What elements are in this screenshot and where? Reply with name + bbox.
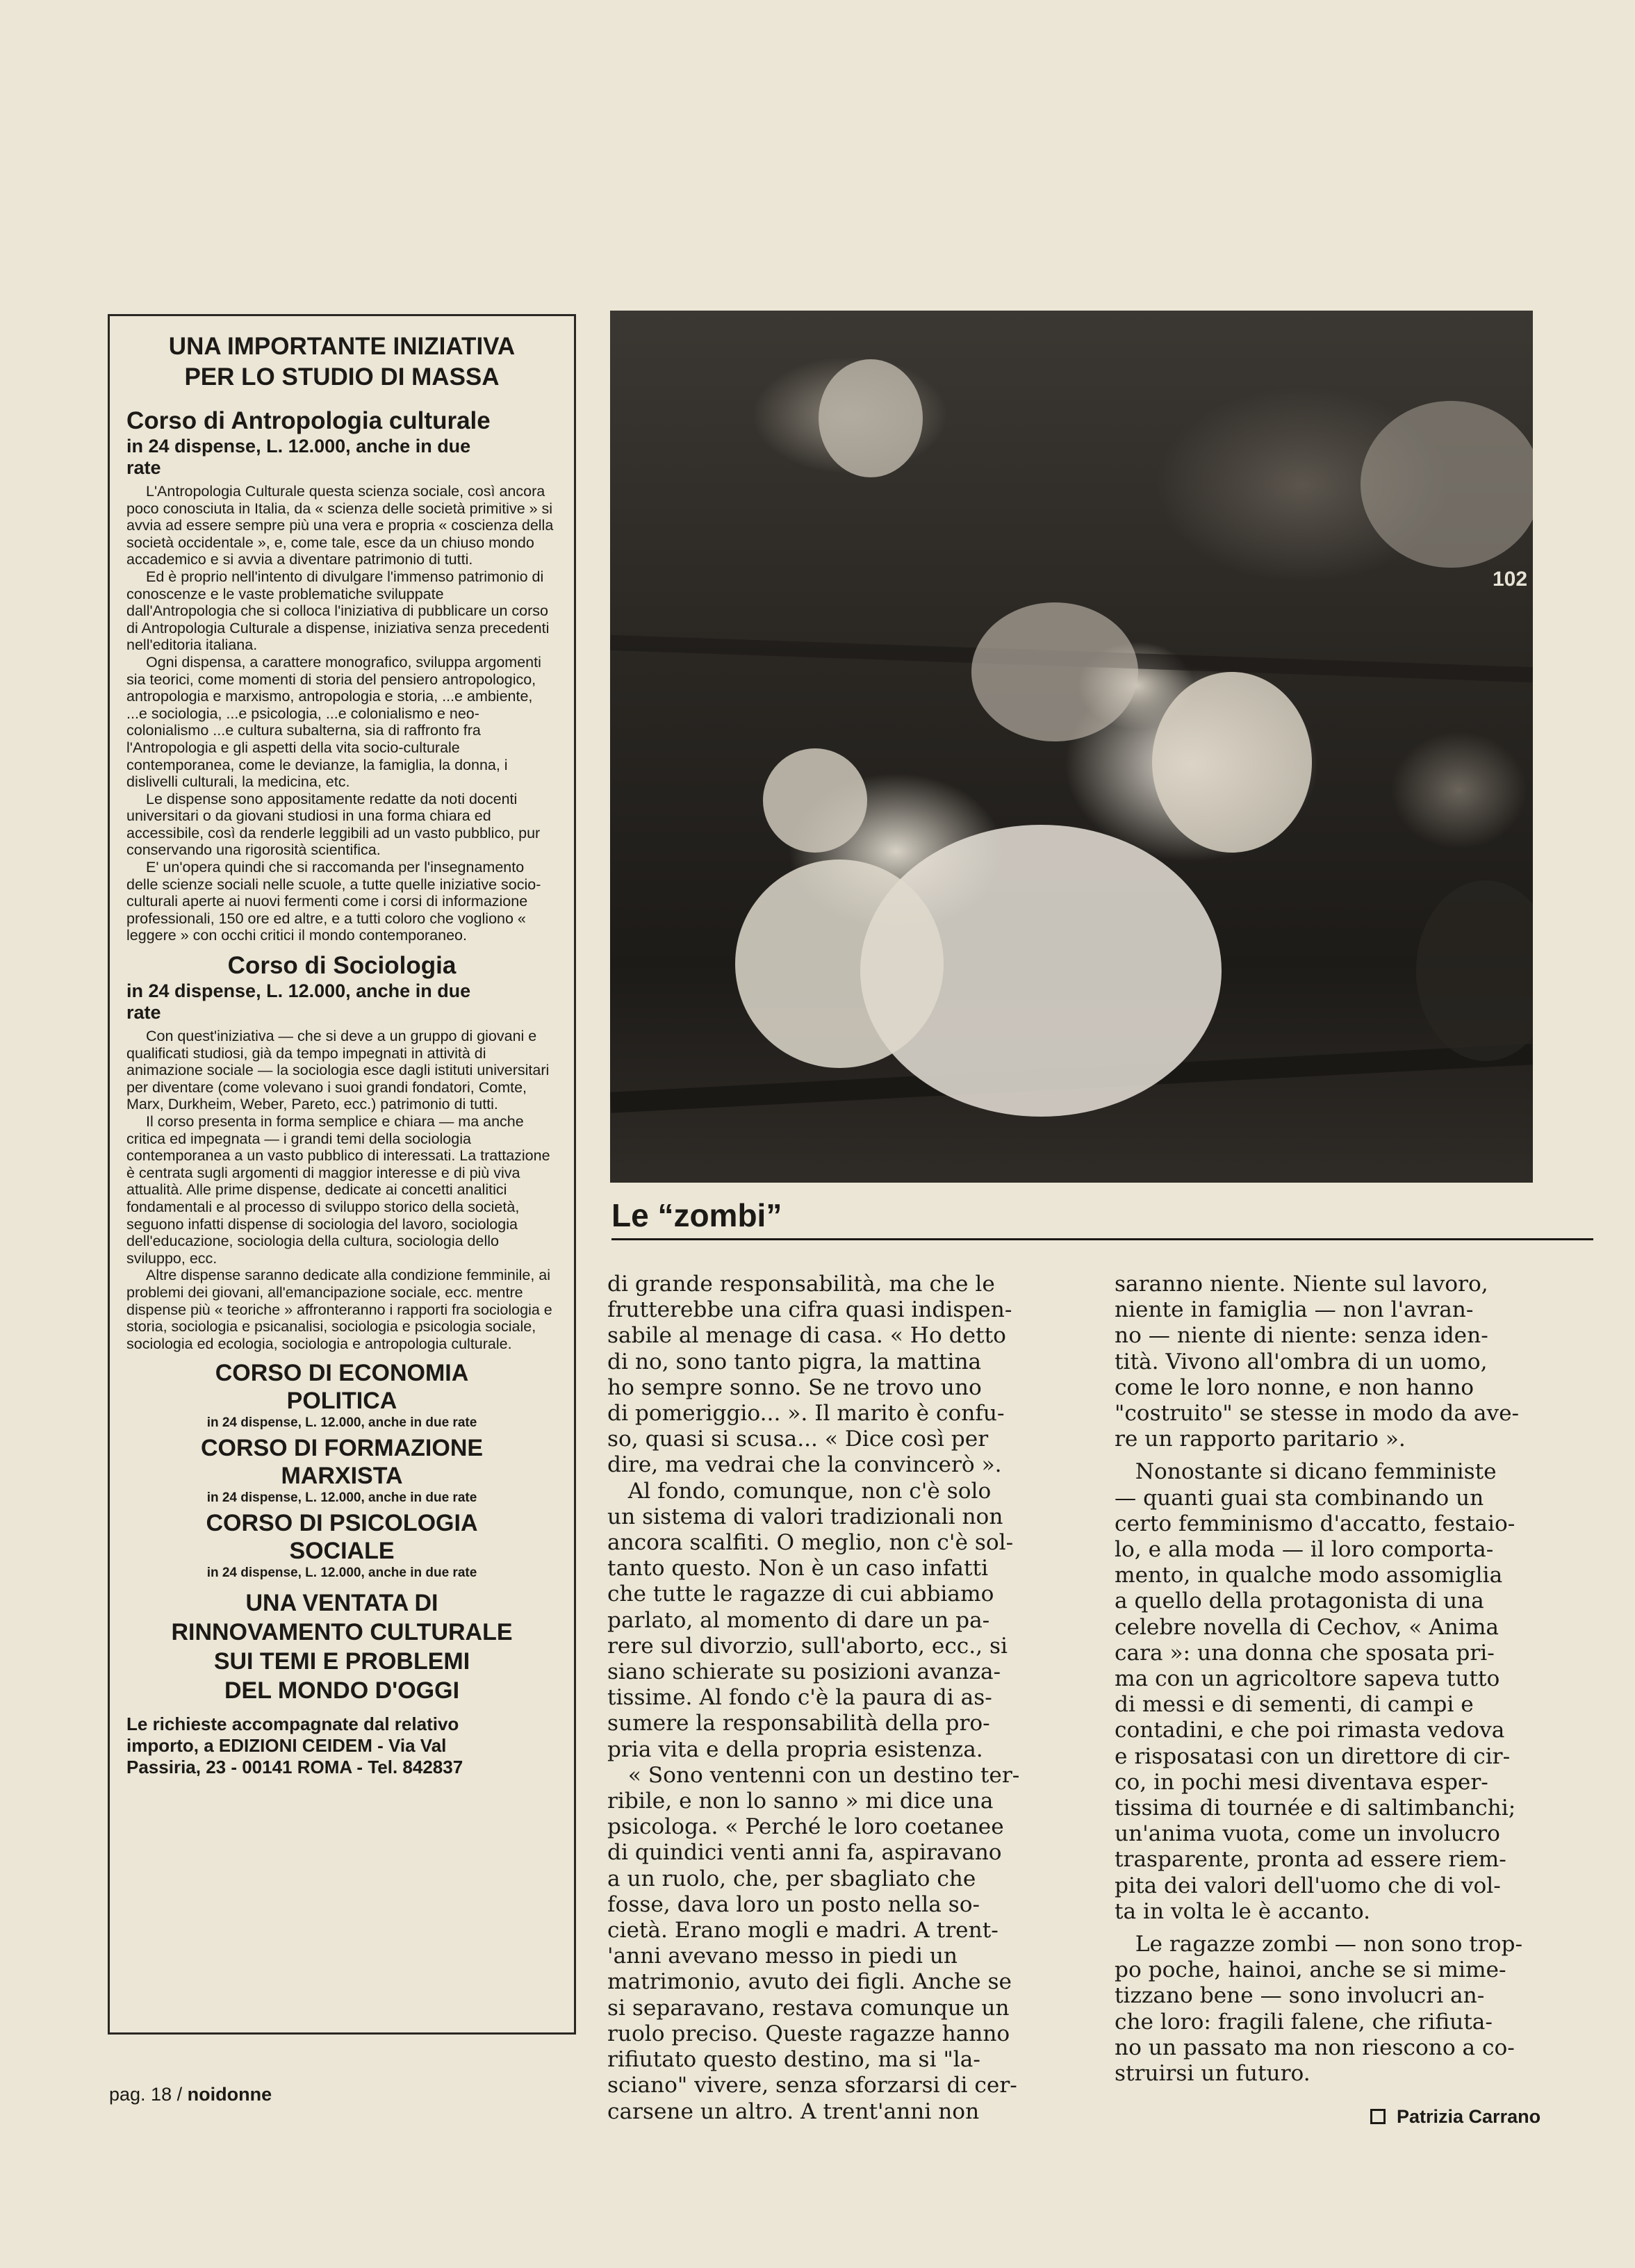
- text-line: saranno niente. Niente sul lavoro,: [1115, 1272, 1488, 1297]
- course-title-line: CORSO DI PSICOLOGIA: [206, 1510, 478, 1537]
- ad-headline-line: PER LO STUDIO DI MASSA: [184, 363, 500, 391]
- text-line: Nonostante si dicano femministe: [1115, 1459, 1497, 1485]
- photo-figure: [819, 359, 923, 477]
- text-line: sabile al menage di casa. « Ho detto: [607, 1323, 1006, 1349]
- text-line: tanto questo. Non è un caso infatti: [607, 1556, 989, 1581]
- publication-name: noidonne: [187, 2084, 272, 2105]
- ad-slogan-line: RINNOVAMENTO CULTURALE: [171, 1619, 513, 1646]
- crowd-photo: [610, 311, 1533, 1183]
- ad-contact-line: importo, a EDIZIONI CEIDEM - Via Val: [126, 1735, 447, 1757]
- text-line: tità. Vivono all'ombra di un uomo,: [1115, 1349, 1488, 1374]
- course-title-marxista: [126, 1434, 557, 1490]
- photo-figure: [735, 860, 944, 1068]
- text-line: lo, e alla moda — il loro comporta-: [1115, 1537, 1494, 1563]
- course-title-economia: [126, 1359, 557, 1415]
- course-description: [126, 1028, 557, 1352]
- ad-headline: [126, 331, 557, 393]
- text-line: rifiutato questo destino, ma si "la-: [607, 2047, 980, 2073]
- page-footer: [109, 2083, 272, 2105]
- course-title-line: MARXISTA: [281, 1463, 403, 1490]
- text-line: cara »: una donna che sposata pri-: [1115, 1640, 1495, 1666]
- course-title-sociologia: Corso di Sociologia: [227, 952, 457, 980]
- text-line: re un rapporto paritario ».: [1115, 1427, 1406, 1452]
- text-line: sciano" vivere, senza sforzarsi di cer-: [607, 2073, 1017, 2098]
- course-description: [126, 483, 557, 944]
- text-line: so, quasi si scusa... « Dice così per: [607, 1427, 989, 1452]
- text-line: di quindici venti anni fa, aspiravano: [607, 1840, 1002, 1866]
- text-line: psicologa. « Perché le loro coetanee: [607, 1814, 1004, 1840]
- paragraph: E' un'opera quindi che si raccomanda per l'insegnamento delle scienze sociali nelle scuole, a tutte quelle iniziative socio-culturali aperte ai nuovi fermenti come i corsi di informazione professionali, 150 ore ed altre, e a tutti coloro che vogliono « leggere » con occhi critici il mondo contemporaneo.: [126, 859, 541, 944]
- article-headline: Le “zombi”: [611, 1197, 782, 1233]
- course-price: in 24 dispense, L. 12.000, anche in due rate: [206, 1566, 477, 1581]
- text-line: ho sempre sonno. Se ne trovo uno: [607, 1374, 982, 1400]
- footer-separator: /: [172, 2084, 188, 2105]
- text-line: ta in volta le è accanto.: [1115, 1898, 1371, 1924]
- text-line: 'anni avevano messo in piedi un: [607, 1944, 958, 1969]
- ad-contact-line: Le richieste accompagnate dal relativo: [126, 1714, 459, 1735]
- text-line: di pomeriggio... ». Il marito è confu-: [607, 1401, 1005, 1427]
- ad-slogan-line: UNA VENTATA DI: [245, 1590, 438, 1617]
- course-price-line: rate: [126, 1002, 161, 1024]
- paragraph: L'Antropologia Culturale questa scienza sociale, così ancora poco conosciuta in Italia, da « scienza delle società primitive » si avvia ad essere sempre più una vera e propria « coscienza della società occidentale », e, come tale, esce da un chiuso mondo accademico e si avvia a diventare patrimonio di tutti.: [126, 483, 554, 568]
- text-line: po poche, hainoi, anche se si mime-: [1115, 1957, 1506, 1983]
- text-line: a un ruolo, che, per sbagliato che: [607, 1866, 976, 1891]
- course-price: in 24 dispense, L. 12.000, anche in due rate: [206, 1415, 477, 1431]
- author-name: Patrizia Carrano: [1397, 2106, 1541, 2127]
- text-line: e risposatasi con un direttore di cir-: [1115, 1743, 1511, 1769]
- paragraph: Altre dispense saranno dedicate alla condizione femminile, ai problemi dei giovani, all'emancipazione sociale, ecc. mentre dispense più « teoriche » affronteranno i rapporti fra sociologia e storia, sociologia e psicanalisi, sociologia e psicologia sociale, sociologia ed ecologia, sociologia e antropologia culturale.: [126, 1267, 552, 1352]
- course-price-line: in 24 dispense, L. 12.000, anche in due: [126, 980, 471, 1002]
- text-line: rere sul divorzio, sull'aborto, ecc., si: [607, 1633, 1008, 1659]
- text-line: di no, sono tanto pigra, la mattina: [607, 1349, 982, 1374]
- text-line: certo femminismo d'accatto, festaio-: [1115, 1511, 1515, 1536]
- ad-slogan-line: DEL MONDO D'OGGI: [224, 1677, 460, 1704]
- text-line: fosse, dava loro un posto nella so-: [607, 1891, 980, 1917]
- paragraph: Le dispense sono appositamente redatte da noti docenti universitari o da giovani studiosi in una forma chiara ed accessibile, così da renderle leggibili ad un vasto pubblico, pur conservando una rigorosità scientifica.: [126, 790, 541, 859]
- paragraph: Il corso presenta in forma semplice e chiara — ma anche critica ed impegnata — i grandi temi della sociologia contemporanea a un vasto pubblico di interessati. La trattazione è centrata sugli argomenti di maggior interesse e di più viva attualità. Alle prime dispense, dedicate ai concetti analitici fondamentali e al processo di sviluppo storico della società, seguono infatti dispense di sociologia del lavoro, sociologia dell'educazione, sociologia della cultura, sociologia dello sviluppo, ecc.: [126, 1113, 550, 1267]
- photo-figure: [971, 602, 1138, 741]
- text-line: un sistema di valori tradizionali non: [607, 1504, 1003, 1529]
- photo-figure: [763, 748, 867, 853]
- advertisement-box: [108, 314, 576, 2035]
- course-price: in 24 dispense, L. 12.000, anche in due rate: [206, 1490, 477, 1506]
- text-line: contadini, e che poi rimasta vedova: [1115, 1718, 1505, 1743]
- text-line: matrimonio, avuto dei figli. Anche se: [607, 1969, 1012, 1995]
- course-title-line: SOCIALE: [289, 1538, 395, 1565]
- text-line: no — niente di niente: senza iden-: [1115, 1323, 1488, 1349]
- text-line: "costruito" se stesse in modo da ave-: [1115, 1401, 1520, 1427]
- text-line: ruolo preciso. Queste ragazze hanno: [607, 2021, 1010, 2046]
- headline-rule: [611, 1238, 1593, 1240]
- text-line: ancora scalfiti. O meglio, non c'è sol-: [607, 1530, 1014, 1556]
- ad-contact: [126, 1714, 557, 1778]
- text-line: niente in famiglia — non l'avran-: [1115, 1297, 1474, 1323]
- text-line: parlato, al momento di dare un pa-: [607, 1607, 990, 1633]
- paragraph: Con quest'iniziativa — che si deve a un gruppo di giovani e qualificati studiosi, già da tempo impegnati in attività di animazione sociale — la sociologia esce dagli istituti universitari per diventare (come volevano i suoi grandi fondatori, Comte, Marx, Durkheim, Weber, Pareto, ecc.) patrimonio di tutti.: [126, 1028, 550, 1113]
- text-line: « Sono ventenni con un destino ter-: [607, 1762, 1020, 1788]
- text-line: — quanti guai sta combinando un: [1115, 1485, 1484, 1511]
- ad-headline-line: UNA IMPORTANTE INIZIATIVA: [168, 333, 516, 360]
- text-line: tissima di tournée e di saltimbanchi;: [1115, 1796, 1516, 1821]
- course-price-line: rate: [126, 457, 161, 478]
- text-line: che loro: fragili falene, che rifiuta-: [1115, 2009, 1493, 2035]
- course-title-line: POLITICA: [286, 1388, 397, 1415]
- article-column-1: [607, 1272, 1080, 2125]
- text-line: trasparente, pronta ad essere riem-: [1115, 1847, 1506, 1873]
- paragraph: Ed è proprio nell'intento di divulgare l'immenso patrimonio di conoscenze e le vaste problematiche sviluppate dall'Antropologia che si colloca l'iniziativa di pubblicare un corso di Antropologia Culturale a dispense, iniziativa senza precedenti nell'editoria italiana.: [126, 568, 550, 654]
- text-line: che tutte le ragazze di cui abbiamo: [607, 1581, 994, 1607]
- text-line: tizzano bene — sono involucri an-: [1115, 1983, 1485, 2009]
- course-title-line: CORSO DI ECONOMIA: [215, 1360, 469, 1387]
- photo-figure: [1416, 880, 1533, 1061]
- text-line: sumere la responsabilità della pro-: [607, 1711, 990, 1736]
- ad-slogan: [126, 1588, 557, 1705]
- page-number: pag. 18: [109, 2084, 172, 2105]
- text-line: ribile, e non lo sanno » mi dice una: [607, 1789, 994, 1814]
- paragraph-gap: [1115, 1452, 1587, 1459]
- text-line: celebre novella di Cechov, « Anima: [1115, 1614, 1499, 1640]
- course-title-psicologia: [126, 1509, 557, 1565]
- text-line: pita dei valori dell'uomo che di vol-: [1115, 1873, 1501, 1898]
- text-line: siano schierate su posizioni avanza-: [607, 1659, 1001, 1685]
- ad-slogan-line: SUI TEMI E PROBLEMI: [213, 1648, 470, 1675]
- paragraph: Ogni dispensa, a carattere monografico, sviluppa argomenti sia teorici, come momenti di storia del pensiero antropologico, antropologia e marxismo, antropologia e storia, ...e ambiente, ...e sociologia, ...e psicologia, ...e colonialismo e neo-colonialismo ...e cultura subalterna, sia di raffronto fra l'Antropologia e gli aspetti della vita socio-culturale contemporanea, come le devianze, la famiglia, la donna, i dislivelli culturali, la medicina, etc.: [126, 653, 541, 791]
- course-price: [126, 436, 557, 479]
- text-line: pria vita e della propria esistenza.: [607, 1736, 983, 1762]
- course-title-line: CORSO DI FORMAZIONE: [200, 1435, 484, 1462]
- text-line: Le ragazze zombi — non sono trop-: [1115, 1932, 1522, 1957]
- text-line: struirsi un futuro.: [1115, 2061, 1311, 2087]
- photo-figure: [1361, 401, 1533, 568]
- text-line: no un passato ma non riescono a co-: [1115, 2035, 1515, 2060]
- text-line: Al fondo, comunque, non c'è solo: [607, 1478, 992, 1504]
- text-line: come le loro nonne, e non hanno: [1115, 1374, 1474, 1400]
- photo-figure: [1152, 672, 1312, 853]
- text-line: ma con un agricoltore sapeva tutto: [1115, 1666, 1500, 1692]
- text-line: di grande responsabilità, ma che le: [607, 1272, 995, 1297]
- course-price-line: in 24 dispense, L. 12.000, anche in due: [126, 436, 471, 457]
- course-title-antropologia: Corso di Antropologia culturale: [126, 407, 491, 434]
- photo-label: 102: [1493, 568, 1528, 591]
- paragraph-gap: [1115, 1925, 1587, 1932]
- text-line: dire, ma vedrai che la convincerò ».: [607, 1452, 1002, 1478]
- text-line: si separavano, restava comunque un: [607, 1995, 1010, 2021]
- text-line: frutterebbe una cifra quasi indispen-: [607, 1297, 1012, 1323]
- author-signature: [1370, 2105, 1540, 2128]
- text-line: carsene un altro. A trent'anni non: [607, 2098, 980, 2124]
- text-line: mento, in qualche modo assomiglia: [1115, 1563, 1503, 1588]
- course-price: [126, 980, 557, 1024]
- text-line: cietà. Erano mogli e madri. A trent-: [607, 1918, 999, 1944]
- article-column-2: [1115, 1272, 1587, 2087]
- text-line: co, in pochi mesi diventava esper-: [1115, 1769, 1488, 1795]
- text-line: a quello della protagonista di una: [1115, 1588, 1484, 1614]
- ad-contact-line: Passiria, 23 - 00141 ROMA - Tel. 842837: [126, 1757, 463, 1778]
- text-line: di messi e di sementi, di campi e: [1115, 1692, 1474, 1718]
- text-line: tissime. Al fondo c'è la paura di as-: [607, 1685, 992, 1711]
- text-line: un'anima vuota, come un involucro: [1115, 1821, 1500, 1847]
- square-bullet-icon: [1370, 2109, 1386, 2124]
